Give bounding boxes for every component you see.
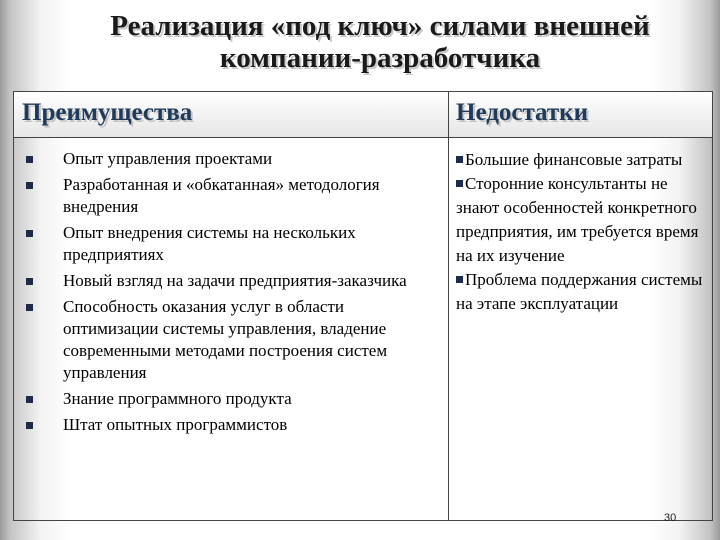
list-item [14, 222, 446, 266]
list-item-text: Опыт внедрения системы на нескольких предприятиях [63, 223, 356, 264]
square-bullet-icon [26, 230, 33, 237]
column-divider [448, 92, 449, 520]
disadvantages-header: Недостатки [456, 99, 588, 126]
comparison-table [13, 91, 713, 521]
list-item-text: Большие финансовые затраты [465, 150, 683, 169]
list-item [14, 296, 446, 384]
title-line-1: Реализация «под ключ» силами внешней [110, 10, 650, 42]
square-bullet-icon [26, 396, 33, 403]
square-bullet-icon [456, 156, 463, 163]
list-item-text: Разработанная и «обкатанная» методология внедрения [63, 175, 380, 216]
list-item-text: Проблема поддержания системы на этапе эксплуатации [456, 270, 703, 313]
list-item-text: Новый взгляд на задачи предприятия-заказчика [63, 271, 407, 290]
square-bullet-icon [26, 278, 33, 285]
list-item-text: Опыт управления проектами [63, 149, 273, 168]
advantages-header: Преимущества [22, 99, 193, 126]
square-bullet-icon [26, 422, 33, 429]
list-item-text: Сторонние консультанты не знают особенностей конкретного предприятия, им требуется время на их изучение [456, 174, 699, 265]
list-item [456, 268, 706, 316]
square-bullet-icon [26, 156, 33, 163]
slide-title [40, 10, 720, 74]
advantages-list [14, 148, 446, 440]
square-bullet-icon [456, 276, 463, 283]
list-item-text: Знание программного продукта [63, 389, 292, 408]
square-bullet-icon [456, 180, 463, 187]
list-item [14, 174, 446, 218]
square-bullet-icon [26, 304, 33, 311]
disadvantages-list [456, 148, 706, 316]
square-bullet-icon [26, 182, 33, 189]
list-item [14, 414, 446, 436]
list-item [14, 270, 446, 292]
list-item-text: Штат опытных программистов [63, 415, 288, 434]
list-item-text: Способность оказания услуг в области оптимизации системы управления, владение современными методами построения систем управления [63, 297, 388, 382]
title-line-2: компании-разработчика [219, 42, 541, 74]
list-item [14, 388, 446, 410]
list-item [14, 148, 446, 170]
list-item [456, 148, 706, 172]
page-number: 30 [664, 512, 677, 524]
list-item [456, 172, 706, 268]
